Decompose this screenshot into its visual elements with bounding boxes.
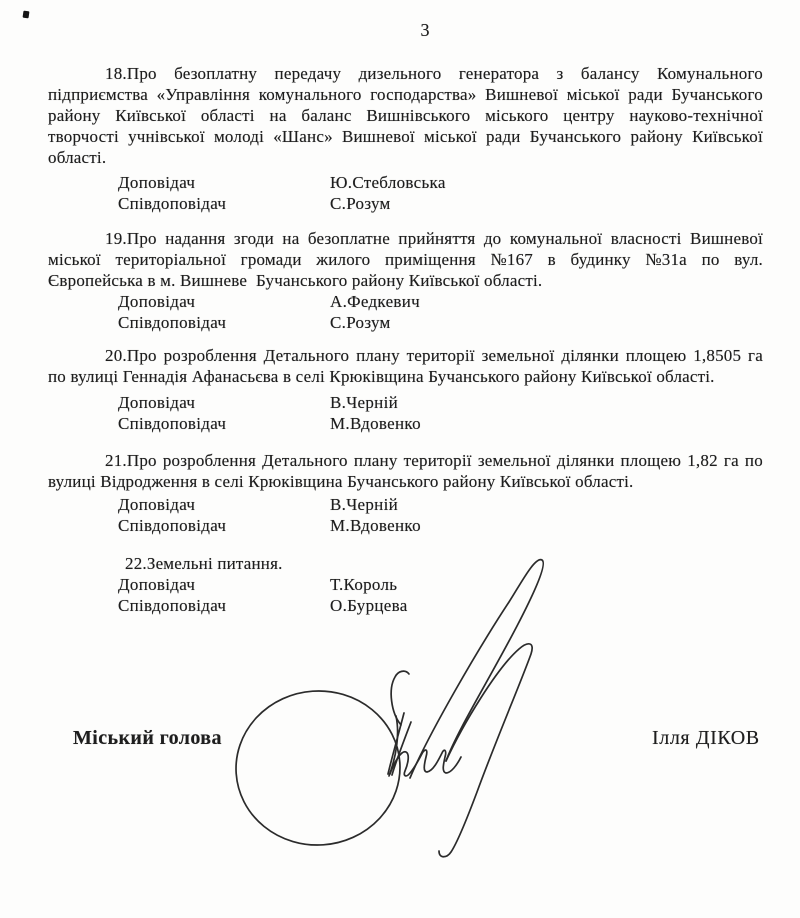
word: району: [630, 127, 683, 146]
word: ділянки: [556, 451, 615, 470]
word: міської: [566, 85, 620, 104]
paragraph-line: [48, 126, 763, 147]
word: будинку: [570, 250, 631, 269]
speaker-role: Співдоповідач: [118, 414, 227, 433]
speaker-name: С.Розум: [330, 313, 391, 332]
word: прийняття: [398, 229, 476, 248]
paragraph-line: [48, 450, 763, 471]
word: згоди: [233, 229, 274, 248]
agenda-item-18-paragraph: [48, 63, 763, 168]
word: площею: [625, 346, 687, 365]
word: господарства»: [370, 85, 477, 104]
word: жилого: [316, 250, 371, 269]
paragraph-line: Європейська в м. Вишневе Бучанського району Київської області.: [48, 271, 543, 290]
speaker-role: Доповідач: [118, 292, 196, 311]
word: балансу: [580, 64, 640, 83]
word: ради: [486, 127, 521, 146]
word: громади: [240, 250, 302, 269]
signature-oval-stroke: [231, 685, 405, 850]
word: на: [269, 106, 287, 125]
word: надання: [165, 229, 226, 248]
word: 18.Про: [105, 64, 157, 83]
speaker-role: Співдоповідач: [118, 516, 227, 535]
word: плану: [353, 451, 398, 470]
speaker-role: Доповідач: [118, 495, 196, 514]
paragraph-line: по вулиці Геннадія Афанасьєва в селі Крюківщина Бучанського району Київської області.: [48, 367, 715, 386]
speaker-row: [118, 515, 421, 536]
word: Київської: [692, 127, 763, 146]
word: вул.: [734, 250, 763, 269]
word: науково-технічної: [629, 106, 763, 125]
word: Детального: [263, 346, 350, 365]
word: молоді: [213, 127, 265, 146]
word: генератора: [458, 64, 540, 83]
word: площею: [620, 451, 682, 470]
signatory-title: Міський голова: [73, 727, 222, 749]
word: земельної: [477, 451, 551, 470]
word: плану: [356, 346, 400, 365]
word: 19.Про: [105, 229, 157, 248]
paragraph-line: [48, 63, 763, 84]
word: району: [48, 106, 101, 125]
speaker-role: Співдоповідач: [118, 313, 227, 332]
signature-loop-stroke: [439, 644, 532, 857]
word: ради: [628, 85, 663, 104]
scan-artifact-mark: [23, 11, 30, 19]
word: міської: [48, 250, 101, 269]
paragraph-line: [48, 105, 763, 126]
word: приміщення: [385, 250, 476, 269]
speaker-row: [118, 494, 398, 515]
paragraph-line: [48, 228, 763, 249]
word: області: [200, 106, 255, 125]
word: 1,82: [687, 451, 718, 470]
word: земельної: [481, 346, 555, 365]
speaker-name: М.Вдовенко: [330, 516, 421, 535]
word: га: [723, 451, 739, 470]
word: безоплатну: [174, 64, 258, 83]
word: учнівської: [128, 127, 205, 146]
word: Вишнівського: [366, 106, 471, 125]
word: дизельного: [358, 64, 442, 83]
paragraph-line: вулиці Відродження в селі Крюківщина Бучанського району Київської області.: [48, 472, 634, 491]
word: комунальної: [509, 229, 603, 248]
word: Вишневої: [690, 229, 763, 248]
speaker-role: Доповідач: [118, 173, 196, 192]
speaker-role: Співдоповідач: [118, 596, 227, 615]
word: №31а: [645, 250, 687, 269]
word: Бучанського: [671, 85, 763, 104]
speaker-name: В.Черній: [330, 393, 399, 412]
signature-loop-stroke: [410, 560, 543, 778]
word: території: [403, 451, 472, 470]
word: власності: [610, 229, 682, 248]
speaker-name: В.Черній: [330, 495, 399, 514]
speaker-name: Т.Король: [330, 575, 398, 594]
word: Бучанського: [529, 127, 622, 146]
agenda-item-19-paragraph: [48, 228, 763, 291]
word: га: [748, 346, 763, 365]
speaker-name: С.Розум: [330, 194, 391, 213]
word: території: [406, 346, 475, 365]
speaker-row: [118, 413, 421, 434]
word: по: [701, 250, 720, 269]
word: ділянки: [561, 346, 619, 365]
word: на: [282, 229, 300, 248]
speaker-name: А.Федкевич: [330, 292, 420, 311]
word: Київської: [115, 106, 187, 125]
agenda-item-21-paragraph: [48, 450, 763, 492]
word: Комунального: [656, 64, 763, 83]
word: до: [483, 229, 502, 248]
word: Вишневої: [341, 127, 415, 146]
paragraph-line: [48, 345, 763, 366]
speaker-role: Співдоповідач: [118, 194, 227, 213]
word: безоплатне: [307, 229, 390, 248]
signatory-name: Ілля ДІКОВ: [652, 727, 760, 749]
word: «Управління: [156, 85, 251, 104]
signature-hook-stroke: [391, 671, 409, 725]
paragraph-line: 22.Земельні питання.: [125, 554, 283, 573]
word: 1,8505: [693, 346, 742, 365]
page-number: 3: [420, 20, 430, 40]
word: територіальної: [115, 250, 227, 269]
speaker-name: О.Бурцева: [330, 596, 408, 615]
word: №167: [490, 250, 533, 269]
word: по: [744, 451, 763, 470]
speaker-row: [118, 172, 446, 193]
word: в: [547, 250, 556, 269]
speaker-name: М.Вдовенко: [330, 414, 421, 433]
word: підприємства: [48, 85, 148, 104]
speaker-row: [118, 312, 391, 333]
speaker-role: Доповідач: [118, 393, 196, 412]
word: розроблення: [163, 346, 257, 365]
paragraph-line: області.: [48, 148, 107, 167]
speaker-row: [118, 193, 391, 214]
word: міської: [424, 127, 477, 146]
paragraph-line: [48, 84, 763, 105]
handwritten-signature: [225, 545, 565, 870]
word: 20.Про: [105, 346, 157, 365]
word: міського: [485, 106, 549, 125]
word: творчості: [48, 127, 119, 146]
word: Вишневої: [485, 85, 559, 104]
paragraph-line: [48, 249, 763, 270]
word: розроблення: [162, 451, 257, 470]
word: передачу: [274, 64, 342, 83]
speaker-row: [118, 291, 420, 312]
speaker-role: Доповідач: [118, 575, 196, 594]
word: центру: [563, 106, 615, 125]
speaker-name: Ю.Стебловська: [330, 173, 446, 192]
speaker-row: [118, 392, 398, 413]
word: «Шанс»: [273, 127, 333, 146]
word: з: [556, 64, 564, 83]
word: баланс: [301, 106, 352, 125]
word: Детального: [262, 451, 348, 470]
agenda-item-20-paragraph: [48, 345, 763, 387]
word: 21.Про: [105, 451, 157, 470]
word: комунального: [258, 85, 362, 104]
